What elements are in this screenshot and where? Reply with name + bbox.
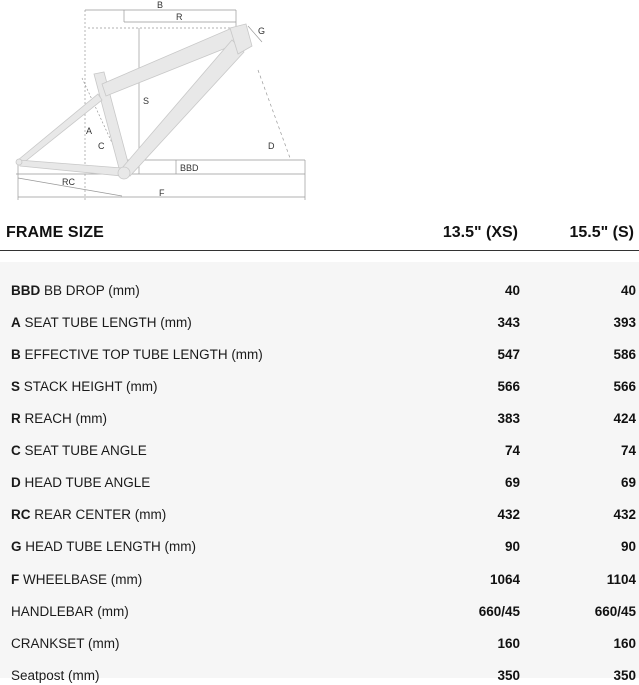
row-label: [11, 572, 142, 587]
row-label: [11, 636, 120, 651]
value-s: 432: [613, 507, 636, 522]
value-s: 90: [620, 539, 636, 554]
table-row: [0, 589, 639, 621]
row-name: WHEELBASE (mm): [23, 572, 143, 587]
diagram-label-b: B: [157, 0, 164, 10]
table-header: [0, 216, 639, 251]
diagram-label-g: G: [258, 26, 266, 36]
row-code: F: [11, 572, 20, 587]
table-row: [0, 300, 639, 332]
table-row: [0, 557, 639, 589]
row-name: STACK HEIGHT (mm): [23, 379, 158, 394]
value-xs: 660/45: [478, 604, 520, 619]
table-row: [0, 396, 639, 428]
value-s: 660/45: [594, 604, 636, 619]
row-label: [11, 539, 196, 554]
value-s: 350: [613, 668, 636, 683]
frame-geometry-diagram: [0, 0, 330, 210]
row-code: S: [11, 379, 21, 394]
table-row: [0, 268, 639, 300]
row-label: [11, 604, 129, 619]
value-s: 424: [613, 411, 636, 426]
value-xs: 383: [497, 411, 520, 426]
geometry-table: [0, 262, 639, 683]
row-label: [11, 475, 150, 490]
value-s: 160: [613, 636, 636, 651]
value-s: 74: [620, 443, 636, 458]
value-s: 69: [620, 475, 636, 490]
row-label: [11, 379, 158, 394]
row-name: EFFECTIVE TOP TUBE LENGTH (mm): [24, 347, 263, 362]
row-name: CRANKSET (mm): [11, 636, 120, 651]
row-label: [11, 347, 263, 362]
value-xs: 566: [497, 379, 520, 394]
value-xs: 350: [497, 668, 520, 683]
diagram-label-bbd: BBD: [180, 163, 199, 173]
diagram-label-f: F: [159, 188, 165, 198]
row-name: REACH (mm): [24, 411, 108, 426]
diagram-label-rc: RC: [62, 177, 75, 187]
table-row: [0, 621, 639, 653]
row-code: RC: [11, 507, 31, 522]
row-label: [11, 411, 107, 426]
table-row: [0, 428, 639, 460]
value-s: 393: [613, 315, 636, 330]
row-code: A: [11, 315, 21, 330]
frame-diagram-svg: [0, 0, 330, 210]
column-header-xs: 13.5" (XS): [442, 224, 518, 241]
row-code: D: [11, 475, 21, 490]
diagram-label-c: C: [98, 141, 105, 151]
value-xs: 74: [504, 443, 520, 458]
frame-size-title: FRAME SIZE: [6, 224, 104, 241]
row-code: BBD: [11, 283, 41, 298]
value-xs: 160: [497, 636, 520, 651]
row-code: G: [11, 539, 22, 554]
value-s: 586: [613, 347, 636, 362]
value-s: 40: [620, 283, 636, 298]
row-label: [11, 668, 100, 683]
row-name: HEAD TUBE ANGLE: [24, 475, 151, 490]
table-row: [0, 524, 639, 556]
diagram-label-s: S: [143, 96, 150, 106]
row-name: BB DROP (mm): [44, 283, 140, 298]
table-row: [0, 364, 639, 396]
row-label: [11, 315, 192, 330]
value-xs: 90: [504, 539, 520, 554]
value-xs: 343: [497, 315, 520, 330]
row-name: REAR CENTER (mm): [34, 507, 167, 522]
row-name: HANDLEBAR (mm): [11, 604, 129, 619]
row-name: Seatpost (mm): [11, 668, 100, 683]
diagram-label-r: R: [176, 12, 183, 22]
table-row: [0, 653, 639, 685]
value-xs: 547: [497, 347, 520, 362]
row-label: [11, 507, 166, 522]
row-label: [11, 443, 147, 458]
diagram-label-d: D: [268, 141, 275, 151]
row-name: SEAT TUBE LENGTH (mm): [24, 315, 192, 330]
diagram-label-a: A: [86, 126, 93, 136]
value-s: 1104: [606, 572, 636, 587]
value-xs: 40: [504, 283, 520, 298]
value-s: 566: [613, 379, 636, 394]
table-row: [0, 460, 639, 492]
row-code: B: [11, 347, 21, 362]
row-code: C: [11, 443, 21, 458]
table-row: [0, 332, 639, 364]
value-xs: 1064: [489, 572, 520, 587]
table-row: [0, 492, 639, 524]
value-xs: 432: [497, 507, 520, 522]
value-xs: 69: [504, 475, 520, 490]
column-header-s: 15.5" (S): [569, 224, 634, 241]
row-name: HEAD TUBE LENGTH (mm): [25, 539, 197, 554]
row-label: [11, 283, 140, 298]
row-code: R: [11, 411, 21, 426]
row-name: SEAT TUBE ANGLE: [24, 443, 147, 458]
